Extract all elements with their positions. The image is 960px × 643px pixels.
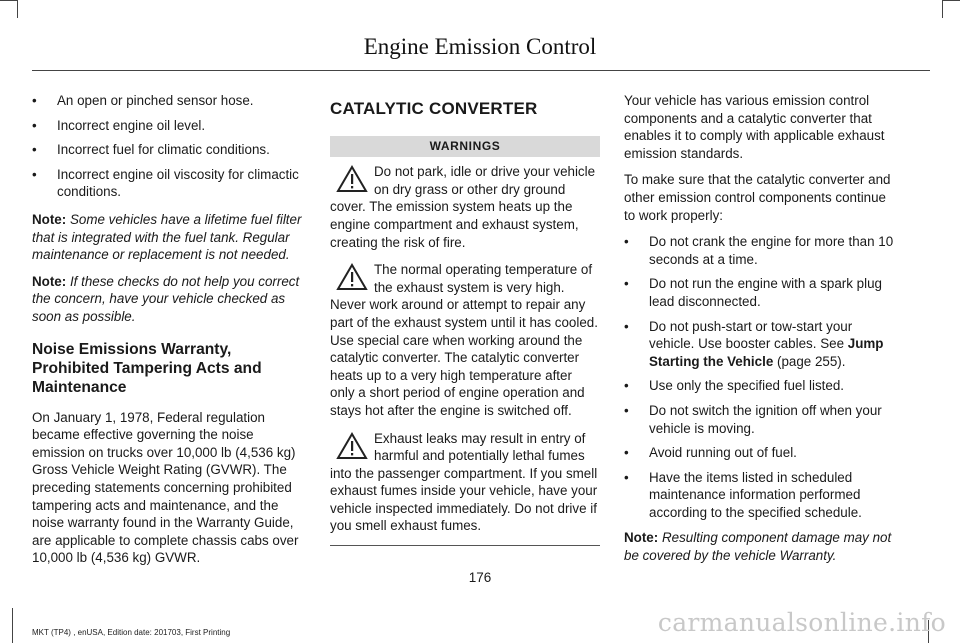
note-label: Note: [32, 273, 67, 289]
list-item: • Do not crank the engine for more than 10 seconds at a time. [624, 234, 894, 267]
list-item: • Do not switch the ignition off when your vehicle is moving. [624, 402, 882, 436]
list-item: • Incorrect engine oil viscosity for climactic conditions. [32, 166, 299, 200]
warning-triangle-icon [336, 432, 368, 460]
noise-warranty-paragraph: On January 1, 1978, Federal regulation became effective governing the noise emission on trucks over 10,000 lb (4,536 kg) Gross Vehicle Weight Rating (GVWR). The preceding statements concerning prohibited tampering acts and maintenance, and the noise warranty found in the Warranty Guide, are applicable to complete chassis cabs over 10,000 lb (4,536 kg) GVWR. [32, 409, 299, 566]
warning-triangle-icon [336, 165, 368, 193]
warning-text: The normal operating temperature of the exhaust system is very high. Never work around or attempt to repair any part of the exhaust system until it has cooled. Use special care when working around the catalytic converter. The catalytic converter heats up to a very high temperature after only a short period of engine operation and stays hot after the engine is switched off. [330, 262, 598, 418]
warning-exhaust-leaks [330, 430, 600, 536]
crop-mark-top-left [0, 0, 18, 1]
crop-mark-top-right [942, 0, 960, 1]
emission-components-paragraph: Your vehicle has various emission control components and a catalytic converter that enables it to comply with applicable exhaust emission standards. [624, 93, 885, 161]
warning-fire [330, 163, 600, 251]
page-number: 176 [468, 570, 492, 585]
column-middle [330, 92, 600, 546]
note-checks [32, 273, 304, 326]
list-item: • Have the items listed in scheduled maintenance information performed according to the specified schedule. [624, 469, 862, 520]
page-title: Engine Emission Control [363, 34, 597, 59]
precautions-list [624, 233, 896, 521]
crop-mark-top-right-v [942, 0, 943, 18]
watermark: carmanualsonline.info [657, 608, 946, 637]
warning-triangle-icon [336, 263, 368, 291]
warning-hot-exhaust [330, 261, 600, 419]
list-item: • Use only the specified fuel listed. [624, 378, 845, 394]
note-text: Some vehicles have a lifetime fuel filter that is integrated with the fuel tank. Regular maintenance or replacement is not needed. [32, 211, 302, 263]
list-item: • An open or pinched sensor hose. [32, 93, 254, 108]
note-fuel-filter [32, 211, 304, 264]
warning-text: Do not park, idle or drive your vehicle on dry grass or other dry ground cover. The emission system heats up the engine compartment and exhaust system, creating the risk of fire. [330, 164, 596, 250]
header-rule [32, 70, 930, 71]
list-item: • Do not push-start or tow-start your vehicle. Use booster cables. See Jump Starting the Vehicle (page 255). [624, 318, 884, 369]
noise-warranty-heading: Noise Emissions Warranty, Prohibited Tampering Acts and Maintenance [32, 340, 262, 396]
note-label: Note: [624, 530, 659, 546]
list-item: • Incorrect engine oil level. [32, 117, 206, 133]
crop-mark-bottom-left [12, 608, 13, 643]
warning-text: Exhaust leaks may result in entry of harmful and potentially lethal fumes into the passenger compartment. If you smell exhaust fumes inside your vehicle, have your vehicle inspected immediately. Do not drive if you smell exhaust fumes. [330, 430, 598, 534]
note-text: If these checks do not help you correct the concern, have your vehicle checked as soon as possible. [32, 273, 300, 324]
jump-starting-link[interactable]: Jump Starting the Vehicle [649, 336, 884, 369]
note-warranty [624, 529, 896, 564]
list-item: • Do not run the engine with a spark plug lead disconnected. [624, 276, 882, 309]
warnings-header: WARNINGS [330, 136, 600, 158]
note-label: Note: [32, 211, 67, 227]
causes-list [32, 92, 304, 201]
section-title: CATALYTIC CONVERTER [330, 99, 538, 118]
edition-footer: MKT (TP4) , enUSA, Edition date: 201703, First Printing [32, 628, 231, 637]
column-left [32, 92, 304, 576]
column-right [624, 92, 896, 574]
proper-operation-paragraph: To make sure that the catalytic converter and other emission control components continue to work properly: [624, 172, 891, 223]
list-item: • Incorrect fuel for climatic conditions. [32, 142, 270, 158]
list-item: • Avoid running out of fuel. [624, 445, 797, 461]
note-text: Resulting component damage may not be covered by the vehicle Warranty. [624, 530, 892, 564]
warnings-end-rule [330, 545, 600, 546]
crop-mark-top-left-v [17, 0, 18, 18]
